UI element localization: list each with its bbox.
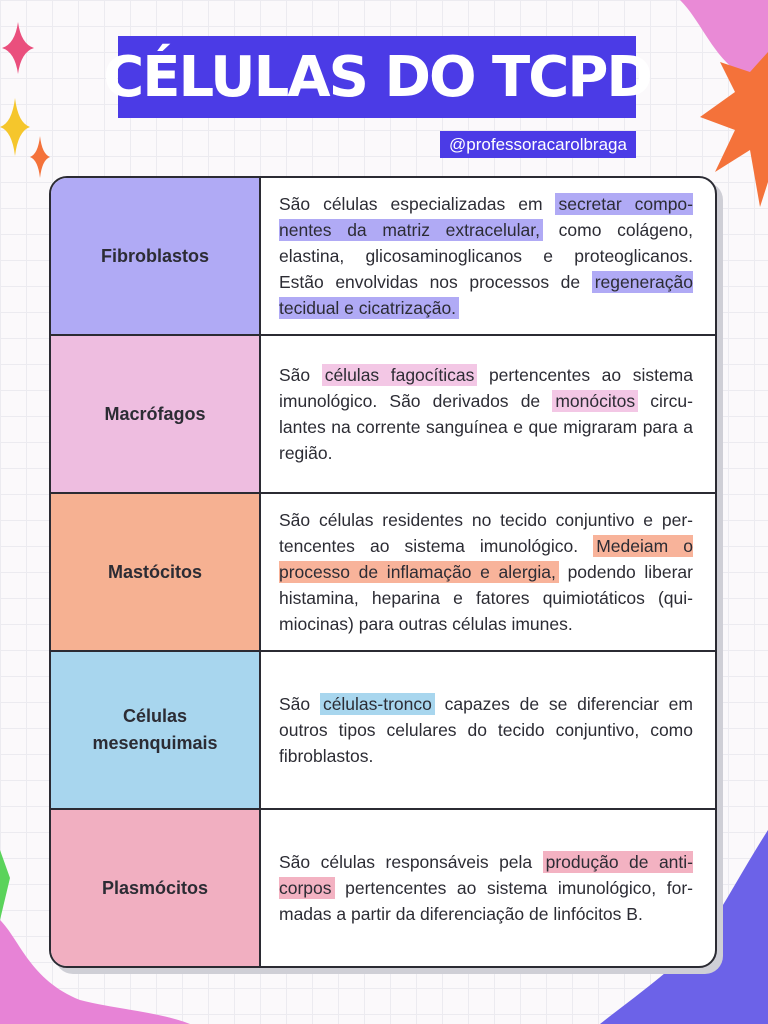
description-text: podendo liberar histamina, heparina e fatores quimiotáticos (qui-miocinas) para outras células imunes. — [279, 562, 693, 634]
highlighted-text: produção de anti-corpos — [279, 852, 693, 898]
green-sparkle-icon — [0, 850, 20, 920]
description-text: capazes de se diferenciar em outros tipos celulares do tecido conjuntivo, como fibroblastos. — [279, 694, 693, 766]
highlighted-text: Medeiam o processo de inflamação e alergia, — [279, 536, 694, 582]
cell-type-description — [261, 810, 715, 966]
description-text: pertencentes ao sistema imunológico, for-madas a partir da diferenciação de linfócitos B. — [279, 878, 693, 924]
description-text: como colágeno, elastina, glicosaminoglicanos e proteoglicanos. Estão envolvidas nos processos de — [279, 220, 693, 292]
cell-type-name: Macrófagos — [51, 336, 261, 492]
table-row — [51, 494, 715, 652]
table-row — [51, 810, 715, 966]
highlighted-text: secretar compo-nentes da matriz extracelular, — [279, 194, 693, 240]
cell-type-name: Plasmócitos — [51, 810, 261, 966]
cell-type-name: Células mesenquimais — [51, 652, 261, 808]
cell-type-name: Fibroblastos — [51, 178, 261, 334]
description-text: São — [279, 365, 322, 385]
table-row — [51, 336, 715, 494]
cell-type-description — [261, 336, 715, 492]
cell-type-description — [261, 652, 715, 808]
description-text: São células responsáveis pela — [279, 852, 543, 872]
description-text: circu-lantes na corrente sanguínea e que migraram para a região. — [279, 391, 693, 463]
highlighted-text: regeneração tecidual e cicatrização. — [279, 272, 693, 318]
cells-table — [49, 176, 717, 968]
description-text: São células residentes no tecido conjuntivo e per-tencentes ao sistema imunológico. — [279, 510, 693, 556]
highlighted-text: células-tronco — [320, 693, 435, 715]
description-text: São células especializadas em — [279, 194, 556, 214]
orange-sparkle-icon — [30, 136, 50, 178]
page-title: CÉLULAS DO TCPD — [103, 44, 651, 110]
highlighted-text: células fagocíticas — [322, 364, 478, 386]
highlighted-text: monócitos — [552, 390, 638, 412]
author-handle: @professoracarolbraga — [440, 131, 636, 158]
table-row — [51, 652, 715, 810]
cell-type-name: Mastócitos — [51, 494, 261, 650]
cell-type-description — [261, 178, 715, 334]
cell-type-description — [261, 494, 715, 650]
description-text: pertencentes ao sistema imunológico. São derivados de — [279, 365, 693, 411]
yellow-sparkle-icon — [0, 98, 30, 156]
pink-sparkle-icon — [2, 22, 34, 74]
description-text: São — [279, 694, 320, 714]
table-row — [51, 178, 715, 336]
